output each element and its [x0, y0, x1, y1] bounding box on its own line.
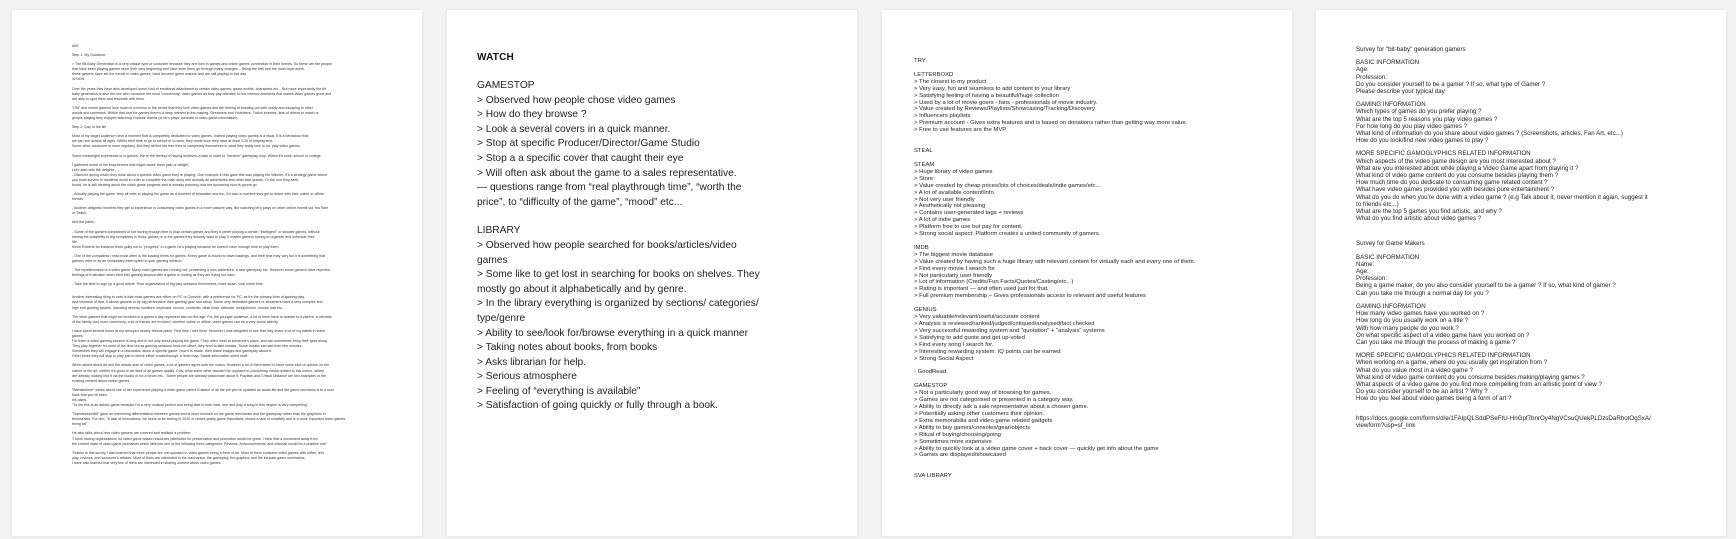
text-line: On what specific aspect of a video game have you worked on ?	[1356, 331, 1530, 339]
text-line: BASIC INFORMATION	[1356, 253, 1420, 261]
text-line: > Very successful rewarding system and "quotation" + "analysis" systems	[914, 327, 1105, 334]
text-line: What are the top 5 reasons you play video games ?	[1356, 115, 1498, 123]
text-line: What are you interested about while playing a Video Game apart from playing it ?	[1356, 164, 1579, 172]
text-line: > Stop a a specific cover that caught their eye	[477, 152, 684, 164]
text-line: > Ritual of buying/choosing/going	[914, 431, 1001, 438]
text-line: Which aspects of the video game design are you most interested about ?	[1356, 157, 1556, 165]
text-line: friends.	[72, 197, 84, 202]
text-line: > Extra memorabilia and video game related gadgets	[914, 417, 1053, 424]
text-line: What do you find artistic about video games ?	[1356, 215, 1482, 223]
text-line: > Not a particularly good way of browsing for games.	[914, 390, 1052, 397]
text-line: When working on a game, where do you usually get inspiration from ?	[1356, 359, 1548, 367]
text-line: you must survive in medieval world in order to complete the main story and actually all adventures and other side quests. Or the one they seek	[72, 177, 299, 182]
text-line: > Value created by cheap prices/lots of choices/deals/indie games/etc...	[914, 182, 1101, 189]
text-line: GENIUS	[914, 307, 937, 314]
text-line: high end gaming system, including several monitors, keyboard, mouse, controller, desk chair, webcam, headphones, mouse mat etc...	[72, 305, 285, 310]
text-line: Other times they will stop to play just to check either a walkthrough, a level map, Stable information when stuff.	[72, 354, 248, 359]
text-line: to friends etc...)	[1356, 200, 1399, 208]
text-line: MORE SPECIFIC GAMOGLYPHICS RELATED INFORMATION	[1356, 150, 1531, 158]
text-line: What kind of video game content do you consume besides playing them ?	[1356, 172, 1559, 180]
text-line: GAMING INFORMATION	[1356, 302, 1426, 310]
text-line: existing content about online games.	[72, 378, 131, 383]
text-line: > Aesthetically not pleasing	[914, 203, 986, 210]
text-line: What kind of video game content do you consume besides making/playing games ?	[1356, 373, 1585, 381]
spacer	[914, 466, 1272, 473]
text-line: Age:	[1356, 66, 1369, 74]
text-line: we can see across all ages. Within their time to go to school or to work, they made sure they have at least 1-2h of playing time.	[72, 139, 274, 144]
text-line: How long do you usually work on a title ?	[1356, 317, 1469, 325]
text-line: When asked about art and the artistic side of video games, a lot of gamers agree with the notion. However a lot of them seem to have some kind of opinion on the	[72, 363, 330, 368]
text-line: having the possibility to dig completely in those games or to the games they actually want to play. It makes gamers having to organize and schedule their	[72, 234, 315, 239]
text-line: With how many people do you work ?	[1356, 324, 1459, 332]
spacer	[914, 141, 1272, 148]
text-line: They play together for most of the time but as gaming sessions tend not offset, they tend to take breaks. Those breaks can last from few minutes.	[72, 344, 303, 349]
page-surveys	[1316, 10, 1726, 536]
text-line: What are the top 5 games you find artistic, and why ?	[1356, 208, 1502, 216]
text-line: mostly go about it alphabetically and by genre.	[477, 283, 687, 295]
text-line: back that you've been	[72, 392, 107, 397]
text-line: For them a video gaming session is long and is not only about playing the game. They often meet at someone's place, and can sometimes bring their gear along.	[72, 339, 328, 344]
text-line: Some other consumer is more regularly. But they all find the free time to completely themselves in what they really love to do: play video games.	[72, 144, 301, 149]
text-line: Most of my target audience have a moment that is completely dedicated to video games. Indeed playing video games is a ritual. It is a behaviour that	[72, 134, 309, 139]
text-line: > Not particularly user friendly	[914, 272, 993, 279]
text-line: games.	[72, 333, 84, 338]
text-line: MORE SPECIFIC GAMOGLYPHICS RELATED INFORMATION	[1356, 352, 1531, 360]
text-line: For how long do you play video games ?	[1356, 122, 1468, 130]
text-line: > Contains user-generated tags + reviews	[914, 210, 1024, 217]
text-line: Over the years they have also developed some kind of emotional attachment to certain video games, game worlds, characters etc... But more importantly the bit	[72, 86, 327, 91]
text-line: - GoodRead	[914, 369, 947, 376]
page-try-steal-analysis	[882, 10, 1292, 536]
text-line: being art"	[72, 422, 88, 427]
text-line: - Take the time to sign up a good article. Poor organization of big play sessions themselves, more strain, took some time.	[72, 282, 264, 287]
text-line: I gathered some of the experiences that might cause them pain or delight.	[72, 162, 190, 167]
text-line: "Gamekeeper88" gave an interesting differentiation between games and is more focused on the game mechanics and the gameplay rather than the graphism in	[72, 412, 326, 417]
text-line: play, reviews, and someone's articles. Most of them are interested in the mechanics, the gameplay, the graphics and the intricate game mechanics.	[72, 455, 306, 460]
text-line: Profession:	[1356, 275, 1387, 283]
text-line: STEAM	[914, 161, 935, 168]
text-line: Survey for "bit-baby" generation gamers	[1356, 46, 1466, 53]
spacer	[914, 155, 1272, 162]
text-line: "Bitmaksheet" writes about one of her experience playing a video game called Gustave of all the job you've updated an audio file and the game mechanic is to a user	[72, 387, 335, 392]
text-line: How many video games have you worked on ?	[1356, 310, 1485, 318]
text-line: He also talks about how video gamers are covered and realised a problem:	[72, 431, 192, 436]
text-line: are already looking into it via the books or for a forum etc... Some people are already passionate about it. Playlists and Critical Distance are two examples of the	[72, 373, 327, 378]
text-line: Can you take me through a normal day for you ?	[1356, 289, 1489, 297]
text-line: Profession:	[1356, 73, 1387, 81]
text-line: > Very easy, fun and seamless to add content to your library	[914, 85, 1071, 92]
text-line: Some meaningful experience is in games. We're the feeling of having achieved a task in order to "beneive" gameplay loop. Within it's work, school or college.	[72, 153, 322, 158]
text-line: Can you take me through the process of making a game ?	[1356, 338, 1516, 346]
spacer	[914, 459, 1272, 466]
text-line: How do you look/find new video games to play ?	[1356, 137, 1489, 145]
text-line: > Stop at specific Producer/Director/Game Studio	[477, 138, 700, 150]
text-line: > Strong social aspect: Platform creates a united community of gamers.	[914, 231, 1101, 238]
text-line: Name:	[1356, 260, 1375, 268]
text-line: How much time do you dedicate to consuming game related content ?	[1356, 179, 1548, 187]
text-line: > Not very user friendly	[914, 196, 975, 203]
text-line: > The biggest movie database	[914, 251, 993, 258]
text-line: feelings of frustration when their first gaming session with a game is hurting as they are trying too hard.	[72, 273, 236, 278]
text-line: > Find every movie I search for	[914, 265, 996, 272]
text-line: > Find every song I search for.	[914, 341, 994, 348]
text-line: life.	[72, 239, 78, 244]
text-line: > Games are not categorised or presented in a category way.	[914, 397, 1074, 404]
text-line: GAMESTOP	[477, 80, 535, 91]
text-line: > Feeling of “everything is available”	[477, 385, 641, 397]
text-line: > Interesting rewarding system: IQ points can be earned	[914, 348, 1061, 355]
text-line: price”, to “difficulty of the game”, “mood” etc...	[477, 196, 683, 208]
text-line: > Potentially asking other customers their opinion.	[914, 410, 1045, 417]
text-line: Another interesting thing to note is that most gamers are either on PC or Console, with a preference for PC, as it's the primary form of gaming play.	[72, 295, 305, 300]
text-line: > Lot of information (Credits/Fun Facts/Quotes/Casting/etc...)	[914, 279, 1074, 286]
text-line: And because of that, it allows gamers to try big personalize their gaming gear and setup. Some very dedicated gamers or streamers have a very complex and	[72, 300, 323, 305]
text-line: > Rating is important — and often used just for that.	[914, 286, 1049, 293]
spacer	[914, 376, 1272, 383]
page-watch-observations	[447, 10, 857, 536]
text-line: > Ability to quickly look at a video game cover + back cover — quickly get info about the game	[914, 445, 1159, 452]
spacer	[477, 210, 837, 224]
spacer	[914, 134, 1272, 141]
text-line: > Observed how people chose video games	[477, 94, 676, 106]
text-line: gamers refer to as an involuntary interruption to your gaming session.	[72, 259, 183, 263]
text-line: > Will often ask about the game to a sales representative.	[477, 167, 737, 179]
text-line: TRY	[914, 58, 926, 64]
text-line: > Value created by having such a huge library with relevant content for virtually each and every one of them.	[914, 258, 1196, 265]
text-line: of the family. And more commonly, a lot of friends are involved, whether online or offline, video games can be a very social activity.	[72, 319, 279, 324]
text-line: > Used by a lot of movie goers - fans - professionals of movie industry.	[914, 99, 1098, 106]
text-line: LETTERBOXD	[914, 71, 954, 78]
text-line: BASIC INFORMATION	[1356, 59, 1420, 67]
page-aim-research	[12, 10, 422, 536]
text-line: Survey for Game Makers	[1356, 240, 1425, 248]
text-line: > In the library everything is organized by sections/ categories/	[477, 298, 759, 310]
text-line: Age:	[1356, 268, 1369, 276]
text-line: > Premium account - Gives extra features and is based on donations rather than getting way more value.	[914, 120, 1188, 127]
text-line: that have been playing games since their very beginning and have seen them go through many changes... Being the first and the most loyal users,	[72, 67, 305, 72]
text-line: > Store	[914, 175, 934, 182]
text-line: > How do they browse ?	[477, 109, 587, 121]
text-line: Let's start with the delights :	[72, 167, 117, 172]
page-title: WATCH	[477, 52, 514, 63]
text-line: > Games are displayed/showcased	[914, 452, 1006, 459]
text-line: What kind of information do you share about video games ? (Screenshots, articles, Fan Art, etc...)	[1356, 130, 1623, 138]
text-line: > Sometimes more expensive	[914, 438, 992, 445]
text-line: > Ability to buy games/consoles/gear/objects	[914, 424, 1031, 431]
text-line: What aspects of a video game do you find more compelling from an artistic point of view ?	[1356, 380, 1602, 388]
text-line: > Ability to see/look for/browse everything in a quick manner	[477, 327, 748, 339]
text-line: > Strong Social Aspect	[914, 355, 974, 362]
text-line: STEAL	[914, 148, 933, 155]
text-line: > Satisfying to add quote and get up-voted	[914, 334, 1025, 341]
spacer	[914, 362, 1272, 369]
text-line: - Some of the gamers complained of not having enough time to play certain games and they'd prefer playing a certain "intelligent" or shooter games, without	[72, 229, 320, 234]
text-line: his pains.	[72, 397, 88, 402]
text-line: IMDB	[914, 244, 929, 251]
text-line: > Very valuable/relevant/useful/accurate content	[914, 314, 1040, 321]
text-line: I have spent several hours at my annoyed nearby friends place. First time I met them. However I was delighted to see that they share a lot of my habits in video	[72, 328, 326, 333]
text-line: Step 1: My Guidance	[72, 53, 106, 58]
text-line: the current state of video game journalism which falls into one of the following three categories: Reviews, Announcements, and clickbait would be a positive one"	[72, 441, 327, 446]
text-line: — questions range from “real playthrough time”, “worth the	[477, 182, 742, 194]
text-line: > Satisfying feeling of having a beautiful/huge collection	[914, 92, 1059, 99]
text-line: And the pains :	[72, 220, 96, 225]
text-line: > Influencers playlists	[914, 113, 971, 120]
text-line: games	[477, 254, 508, 266]
text-line: worlds and universes. Within that love for games there's a deep interest in the making, Streamers and Youtubers, Twitch streams, lists of videos to watch or	[72, 110, 319, 115]
text-line: > Huge library of video games	[914, 168, 993, 175]
text-line: AIM	[72, 44, 79, 48]
text-line: > Full premium membership – Gives professionals access to relevant and useful features	[914, 293, 1146, 300]
text-line: "Old" and recent gamers love much in common in the sense that they love video games and the feeling of bonding out with reality and escaping to other	[72, 105, 314, 110]
text-line: - Another delightful moment they get to experience is consuming video games in a more passive way, like watching let's plays on other online events via YouTube	[72, 206, 329, 211]
text-line: > Analysis is reviewed/ranked/judged/critiqued/analysed/fact checked	[914, 321, 1095, 327]
spacer	[914, 238, 1272, 245]
text-line: > Look a several covers in a quick manner.	[477, 123, 671, 135]
text-line: Which types of games do you prefer playing ?	[1356, 108, 1482, 116]
text-line: viewform?usp=sf_link	[1356, 421, 1416, 429]
text-line: > The Bit Baby Generation is a very unique type of costumer because they are born in games and online games connection in their homes. So these are the people	[72, 62, 332, 67]
text-line: baby generation is also the one who consume the most "community" video games as they pay attention to the intrinsic elements that makes video games great and	[72, 91, 332, 96]
text-line: - One of the complaints I read most often is the loading times for games. Every game is bound to have loadings, and their time may vary but it is something that	[72, 253, 326, 258]
text-line: SVA LIBRARY	[914, 473, 952, 480]
text-line: > A lot of available content/info	[914, 189, 994, 196]
text-line: > Ability to directly ask a sale representative about a chosen game.	[914, 404, 1089, 411]
text-line: VISION	[72, 77, 85, 82]
text-line: > Asks librarian for help.	[477, 356, 587, 368]
text-line: What have video games provided you with besides pure entertainment ?	[1356, 186, 1555, 194]
text-line: Thanks to this survey I also learned that more people are not opposed to video games being a form of art. Most of them consume video games with either, let's	[72, 450, 325, 455]
text-line: type/genre	[477, 312, 526, 324]
text-line: > Taking notes about books, from books	[477, 342, 658, 354]
text-line: > Observed how people searched for books/articles/video	[477, 239, 737, 251]
text-line: > A lot of indie games	[914, 217, 971, 224]
text-line: How do you feel about video games being a form of art ?	[1356, 395, 1512, 403]
text-line: "To me this is an artistic game because I'm a very musical person and being able to both hear, see and play a song in this degree is very compelling"	[72, 403, 308, 408]
text-line: Please describe your typical day	[1356, 88, 1445, 96]
text-line: found, he is still thinking about the video game progress and is already planning how the upcoming hour is gonna go.	[72, 182, 258, 187]
spacer	[914, 65, 1272, 72]
spacer	[914, 300, 1272, 307]
text-line: > Platform free to use but pay for content.	[914, 224, 1023, 231]
text-line: Step 2: Day In the life	[72, 125, 107, 130]
text-line: Being a game maker, do you also consider yourself to be a gamer ? If so, what kind of gamer ?	[1356, 282, 1616, 290]
text-line: - Discover during which they think about a specific video game they're playing. One example in this gave this was playing the Witcher. It's a strategy game where	[72, 172, 328, 177]
text-line: nature of the art, neither it's good or art itself of all games qualify. Only, what some other wouldn't be opposed to consuming media related to this notion, others	[72, 368, 324, 373]
text-line: Do you consider yourself to be an artist ? Why ?	[1356, 388, 1488, 396]
text-line: > Some like to get lost in searching for books on shelves. They	[477, 269, 760, 281]
text-line: https://docs.google.com/forms/d/e/1FAIpQLSddPSeFtU-HnGpf7bnrOy4NgVCsuQUekPLDzsDaRhotOgSxA/	[1356, 414, 1651, 422]
text-line: themselves. For him, "A lack of innovations, we seem to be seeing in 2020 or recent yearly game franchises, shows a lack of creativity and is a more important video games	[72, 417, 346, 422]
text-line: GAMING INFORMATION	[1356, 101, 1426, 109]
text-line: GAMESTOP	[914, 383, 948, 390]
text-line: > The closest to my product	[914, 78, 987, 85]
text-line: > Serious atmosphere	[477, 371, 577, 383]
text-line: Do you consider yourself to be a gamer ? If so, what type of Gamer ?	[1356, 80, 1546, 88]
text-line: are able to spot them and resonate with them.	[72, 96, 146, 101]
text-line: What do you value most in a video game ?	[1356, 366, 1473, 374]
text-line: or Twitch.	[72, 211, 88, 216]
text-line: - The repetitiveness of a video game: Many video games are running out, presenting a new adventure, a new gameplay etc. However some gamers have reported	[72, 268, 330, 273]
text-line: > Value created by Reviews/Playlists/Showcasing/Tracking/Discovery	[914, 106, 1095, 113]
text-line: I have also learned that very few of them are interested in sharing content about video games.	[72, 460, 222, 465]
text-line: Kevin Roberts for instance feels guilty not to "progress" in a game he's playing because he doesn't have enough time to play them.	[72, 244, 280, 249]
text-line: What do you do when you're done with a video game ? (e.g Talk about it, never mention it again, suggest it	[1356, 193, 1648, 201]
text-line: Sometimes they will engage in a discussion about a specific game. Now it is made, then share images and gameplay about it.	[72, 349, 272, 354]
text-line: people playing they enjoyed watching Youtube videos (or let's plays, tutorials or video game information).	[72, 116, 239, 121]
text-line: The other gamers that might be involved in a gamer's day represent also on the age. For the younger audience, a lot of them have to answer to a parent, a member	[72, 314, 332, 319]
text-line: these gamers have set the trends in video games, have become game makers and are still playing to this day.	[72, 72, 247, 77]
text-line: "I think having organizations for video game based resources (attributes for preservation and promotion would be great. I think that a movement away from	[72, 436, 318, 441]
text-line: > Satisfaction of going quickly or fully through a book.	[477, 400, 718, 412]
text-line: - Actually playing the game, they all refer to playing the game as a moment of relaxation and fun. It's also a moment they get to share with their online or offline	[72, 192, 324, 197]
text-line: LIBRARY	[477, 225, 521, 237]
text-line: > Free to use features are the MVP	[914, 127, 1007, 134]
